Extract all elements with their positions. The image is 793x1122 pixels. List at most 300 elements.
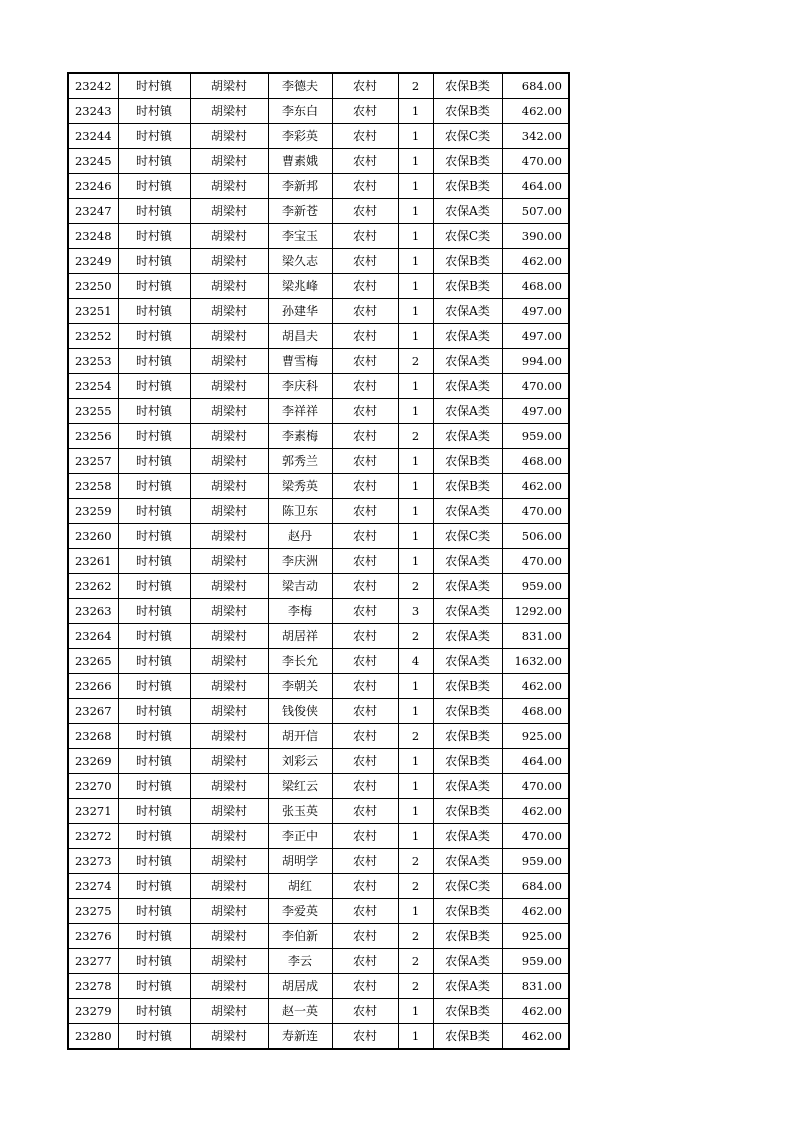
insurance-category-cell: 农保B类 <box>433 999 502 1024</box>
insurance-category-cell: 农保A类 <box>433 374 502 399</box>
name-cell: 李祥祥 <box>268 399 332 424</box>
serial-number-cell: 23251 <box>68 299 118 324</box>
town-cell: 时村镇 <box>118 974 190 999</box>
amount-cell: 462.00 <box>502 899 569 924</box>
insurance-category-cell: 农保A类 <box>433 199 502 224</box>
town-cell: 时村镇 <box>118 349 190 374</box>
amount-cell: 959.00 <box>502 949 569 974</box>
table-row <box>68 949 569 974</box>
serial-number-cell: 23274 <box>68 874 118 899</box>
name-cell: 梁久志 <box>268 249 332 274</box>
town-cell: 时村镇 <box>118 699 190 724</box>
name-cell: 李梅 <box>268 599 332 624</box>
name-cell: 梁秀英 <box>268 474 332 499</box>
town-cell: 时村镇 <box>118 799 190 824</box>
insurance-category-cell: 农保A类 <box>433 574 502 599</box>
amount-cell: 959.00 <box>502 424 569 449</box>
town-cell: 时村镇 <box>118 474 190 499</box>
area-type-cell: 农村 <box>332 1024 398 1050</box>
village-cell: 胡梁村 <box>190 974 268 999</box>
insurance-category-cell: 农保B类 <box>433 249 502 274</box>
household-count-cell: 1 <box>398 274 433 299</box>
insurance-category-cell: 农保A类 <box>433 649 502 674</box>
table-row <box>68 649 569 674</box>
amount-cell: 468.00 <box>502 699 569 724</box>
area-type-cell: 农村 <box>332 124 398 149</box>
village-cell: 胡梁村 <box>190 374 268 399</box>
household-count-cell: 2 <box>398 924 433 949</box>
name-cell: 胡居成 <box>268 974 332 999</box>
name-cell: 胡昌夫 <box>268 324 332 349</box>
village-cell: 胡梁村 <box>190 549 268 574</box>
town-cell: 时村镇 <box>118 224 190 249</box>
village-cell: 胡梁村 <box>190 499 268 524</box>
area-type-cell: 农村 <box>332 349 398 374</box>
town-cell: 时村镇 <box>118 899 190 924</box>
amount-cell: 470.00 <box>502 549 569 574</box>
household-count-cell: 1 <box>398 1024 433 1050</box>
table-row <box>68 199 569 224</box>
table-row <box>68 749 569 774</box>
insurance-category-cell: 农保A类 <box>433 624 502 649</box>
table-row <box>68 349 569 374</box>
amount-cell: 470.00 <box>502 374 569 399</box>
name-cell: 郭秀兰 <box>268 449 332 474</box>
table-row <box>68 274 569 299</box>
area-type-cell: 农村 <box>332 549 398 574</box>
name-cell: 李新邦 <box>268 174 332 199</box>
town-cell: 时村镇 <box>118 299 190 324</box>
table-row <box>68 249 569 274</box>
table-row <box>68 699 569 724</box>
table-row <box>68 174 569 199</box>
area-type-cell: 农村 <box>332 424 398 449</box>
serial-number-cell: 23247 <box>68 199 118 224</box>
name-cell: 孙建华 <box>268 299 332 324</box>
village-cell: 胡梁村 <box>190 624 268 649</box>
insurance-category-cell: 农保A类 <box>433 499 502 524</box>
name-cell: 李新苍 <box>268 199 332 224</box>
area-type-cell: 农村 <box>332 224 398 249</box>
town-cell: 时村镇 <box>118 124 190 149</box>
area-type-cell: 农村 <box>332 574 398 599</box>
village-cell: 胡梁村 <box>190 774 268 799</box>
name-cell: 李宝玉 <box>268 224 332 249</box>
table-row <box>68 549 569 574</box>
amount-cell: 468.00 <box>502 274 569 299</box>
insurance-category-cell: 农保B类 <box>433 749 502 774</box>
town-cell: 时村镇 <box>118 949 190 974</box>
area-type-cell: 农村 <box>332 299 398 324</box>
town-cell: 时村镇 <box>118 849 190 874</box>
insurance-category-cell: 农保A类 <box>433 774 502 799</box>
serial-number-cell: 23276 <box>68 924 118 949</box>
town-cell: 时村镇 <box>118 73 190 99</box>
table-row <box>68 924 569 949</box>
insurance-category-cell: 农保B类 <box>433 474 502 499</box>
area-type-cell: 农村 <box>332 199 398 224</box>
town-cell: 时村镇 <box>118 274 190 299</box>
town-cell: 时村镇 <box>118 574 190 599</box>
name-cell: 李朝关 <box>268 674 332 699</box>
area-type-cell: 农村 <box>332 799 398 824</box>
serial-number-cell: 23258 <box>68 474 118 499</box>
area-type-cell: 农村 <box>332 724 398 749</box>
insurance-category-cell: 农保A类 <box>433 549 502 574</box>
area-type-cell: 农村 <box>332 649 398 674</box>
town-cell: 时村镇 <box>118 599 190 624</box>
insurance-category-cell: 农保B类 <box>433 724 502 749</box>
table-row <box>68 424 569 449</box>
household-count-cell: 2 <box>398 349 433 374</box>
serial-number-cell: 23267 <box>68 699 118 724</box>
serial-number-cell: 23259 <box>68 499 118 524</box>
amount-cell: 994.00 <box>502 349 569 374</box>
household-count-cell: 2 <box>398 424 433 449</box>
table-row <box>68 224 569 249</box>
town-cell: 时村镇 <box>118 549 190 574</box>
area-type-cell: 农村 <box>332 849 398 874</box>
town-cell: 时村镇 <box>118 399 190 424</box>
town-cell: 时村镇 <box>118 824 190 849</box>
serial-number-cell: 23255 <box>68 399 118 424</box>
name-cell: 梁兆峰 <box>268 274 332 299</box>
household-count-cell: 1 <box>398 99 433 124</box>
amount-cell: 462.00 <box>502 674 569 699</box>
table-row <box>68 524 569 549</box>
village-cell: 胡梁村 <box>190 474 268 499</box>
serial-number-cell: 23279 <box>68 999 118 1024</box>
amount-cell: 831.00 <box>502 974 569 999</box>
insurance-category-cell: 农保C类 <box>433 874 502 899</box>
household-count-cell: 4 <box>398 649 433 674</box>
serial-number-cell: 23263 <box>68 599 118 624</box>
serial-number-cell: 23280 <box>68 1024 118 1050</box>
table-row <box>68 399 569 424</box>
town-cell: 时村镇 <box>118 499 190 524</box>
household-count-cell: 1 <box>398 774 433 799</box>
amount-cell: 462.00 <box>502 799 569 824</box>
name-cell: 曹雪梅 <box>268 349 332 374</box>
amount-cell: 470.00 <box>502 774 569 799</box>
amount-cell: 925.00 <box>502 924 569 949</box>
insurance-category-cell: 农保A类 <box>433 399 502 424</box>
area-type-cell: 农村 <box>332 599 398 624</box>
insurance-category-cell: 农保B类 <box>433 449 502 474</box>
serial-number-cell: 23246 <box>68 174 118 199</box>
table-row <box>68 1024 569 1050</box>
area-type-cell: 农村 <box>332 324 398 349</box>
amount-cell: 462.00 <box>502 999 569 1024</box>
serial-number-cell: 23262 <box>68 574 118 599</box>
name-cell: 赵一英 <box>268 999 332 1024</box>
amount-cell: 497.00 <box>502 399 569 424</box>
name-cell: 胡开信 <box>268 724 332 749</box>
name-cell: 胡红 <box>268 874 332 899</box>
name-cell: 李彩英 <box>268 124 332 149</box>
village-cell: 胡梁村 <box>190 299 268 324</box>
insurance-category-cell: 农保B类 <box>433 699 502 724</box>
area-type-cell: 农村 <box>332 624 398 649</box>
amount-cell: 497.00 <box>502 324 569 349</box>
village-cell: 胡梁村 <box>190 999 268 1024</box>
table-row <box>68 724 569 749</box>
village-cell: 胡梁村 <box>190 1024 268 1050</box>
serial-number-cell: 23250 <box>68 274 118 299</box>
household-count-cell: 2 <box>398 624 433 649</box>
serial-number-cell: 23268 <box>68 724 118 749</box>
serial-number-cell: 23256 <box>68 424 118 449</box>
household-count-cell: 1 <box>398 799 433 824</box>
table-row <box>68 299 569 324</box>
area-type-cell: 农村 <box>332 474 398 499</box>
name-cell: 李爱英 <box>268 899 332 924</box>
village-cell: 胡梁村 <box>190 749 268 774</box>
household-count-cell: 1 <box>398 199 433 224</box>
insurance-category-cell: 农保A类 <box>433 974 502 999</box>
village-cell: 胡梁村 <box>190 724 268 749</box>
amount-cell: 470.00 <box>502 499 569 524</box>
insurance-category-cell: 农保A类 <box>433 299 502 324</box>
area-type-cell: 农村 <box>332 749 398 774</box>
village-cell: 胡梁村 <box>190 899 268 924</box>
name-cell: 胡明学 <box>268 849 332 874</box>
insurance-category-cell: 农保B类 <box>433 924 502 949</box>
town-cell: 时村镇 <box>118 424 190 449</box>
area-type-cell: 农村 <box>332 924 398 949</box>
household-count-cell: 1 <box>398 999 433 1024</box>
household-count-cell: 1 <box>398 399 433 424</box>
village-cell: 胡梁村 <box>190 199 268 224</box>
serial-number-cell: 23273 <box>68 849 118 874</box>
town-cell: 时村镇 <box>118 649 190 674</box>
area-type-cell: 农村 <box>332 524 398 549</box>
table-row <box>68 374 569 399</box>
amount-cell: 462.00 <box>502 1024 569 1050</box>
household-count-cell: 1 <box>398 674 433 699</box>
table-row <box>68 73 569 99</box>
household-count-cell: 1 <box>398 549 433 574</box>
serial-number-cell: 23277 <box>68 949 118 974</box>
area-type-cell: 农村 <box>332 674 398 699</box>
town-cell: 时村镇 <box>118 749 190 774</box>
town-cell: 时村镇 <box>118 199 190 224</box>
town-cell: 时村镇 <box>118 724 190 749</box>
name-cell: 胡居祥 <box>268 624 332 649</box>
serial-number-cell: 23253 <box>68 349 118 374</box>
village-cell: 胡梁村 <box>190 349 268 374</box>
insurance-category-cell: 农保A类 <box>433 949 502 974</box>
data-table <box>67 72 570 1050</box>
village-cell: 胡梁村 <box>190 849 268 874</box>
amount-cell: 462.00 <box>502 249 569 274</box>
serial-number-cell: 23245 <box>68 149 118 174</box>
household-count-cell: 1 <box>398 249 433 274</box>
serial-number-cell: 23244 <box>68 124 118 149</box>
serial-number-cell: 23248 <box>68 224 118 249</box>
amount-cell: 470.00 <box>502 824 569 849</box>
name-cell: 李庆科 <box>268 374 332 399</box>
amount-cell: 464.00 <box>502 749 569 774</box>
village-cell: 胡梁村 <box>190 824 268 849</box>
village-cell: 胡梁村 <box>190 599 268 624</box>
town-cell: 时村镇 <box>118 174 190 199</box>
area-type-cell: 农村 <box>332 399 398 424</box>
insurance-category-cell: 农保A类 <box>433 349 502 374</box>
name-cell: 寿新连 <box>268 1024 332 1050</box>
serial-number-cell: 23249 <box>68 249 118 274</box>
town-cell: 时村镇 <box>118 249 190 274</box>
area-type-cell: 农村 <box>332 149 398 174</box>
town-cell: 时村镇 <box>118 524 190 549</box>
amount-cell: 497.00 <box>502 299 569 324</box>
area-type-cell: 农村 <box>332 949 398 974</box>
area-type-cell: 农村 <box>332 999 398 1024</box>
village-cell: 胡梁村 <box>190 949 268 974</box>
name-cell: 李正中 <box>268 824 332 849</box>
amount-cell: 684.00 <box>502 874 569 899</box>
name-cell: 李素梅 <box>268 424 332 449</box>
insurance-category-cell: 农保B类 <box>433 899 502 924</box>
serial-number-cell: 23269 <box>68 749 118 774</box>
amount-cell: 925.00 <box>502 724 569 749</box>
name-cell: 李伯新 <box>268 924 332 949</box>
town-cell: 时村镇 <box>118 149 190 174</box>
area-type-cell: 农村 <box>332 974 398 999</box>
area-type-cell: 农村 <box>332 874 398 899</box>
name-cell: 梁吉动 <box>268 574 332 599</box>
amount-cell: 468.00 <box>502 449 569 474</box>
name-cell: 刘彩云 <box>268 749 332 774</box>
area-type-cell: 农村 <box>332 699 398 724</box>
area-type-cell: 农村 <box>332 374 398 399</box>
table-row <box>68 99 569 124</box>
village-cell: 胡梁村 <box>190 874 268 899</box>
name-cell: 赵丹 <box>268 524 332 549</box>
insurance-category-cell: 农保C类 <box>433 524 502 549</box>
serial-number-cell: 23265 <box>68 649 118 674</box>
amount-cell: 1292.00 <box>502 599 569 624</box>
name-cell: 钱俊侠 <box>268 699 332 724</box>
household-count-cell: 1 <box>398 524 433 549</box>
table-row <box>68 849 569 874</box>
insurance-category-cell: 农保A类 <box>433 849 502 874</box>
village-cell: 胡梁村 <box>190 674 268 699</box>
village-cell: 胡梁村 <box>190 149 268 174</box>
amount-cell: 831.00 <box>502 624 569 649</box>
household-count-cell: 2 <box>398 874 433 899</box>
town-cell: 时村镇 <box>118 374 190 399</box>
village-cell: 胡梁村 <box>190 324 268 349</box>
name-cell: 李庆洲 <box>268 549 332 574</box>
area-type-cell: 农村 <box>332 449 398 474</box>
village-cell: 胡梁村 <box>190 924 268 949</box>
amount-cell: 462.00 <box>502 474 569 499</box>
name-cell: 李长允 <box>268 649 332 674</box>
name-cell: 李德夫 <box>268 73 332 99</box>
household-count-cell: 1 <box>398 149 433 174</box>
amount-cell: 464.00 <box>502 174 569 199</box>
insurance-category-cell: 农保C类 <box>433 224 502 249</box>
table-row <box>68 599 569 624</box>
household-count-cell: 1 <box>398 499 433 524</box>
household-count-cell: 2 <box>398 849 433 874</box>
area-type-cell: 农村 <box>332 499 398 524</box>
village-cell: 胡梁村 <box>190 424 268 449</box>
area-type-cell: 农村 <box>332 174 398 199</box>
insurance-category-cell: 农保A类 <box>433 324 502 349</box>
name-cell: 李云 <box>268 949 332 974</box>
serial-number-cell: 23272 <box>68 824 118 849</box>
table-body <box>68 73 569 1049</box>
village-cell: 胡梁村 <box>190 124 268 149</box>
village-cell: 胡梁村 <box>190 174 268 199</box>
area-type-cell: 农村 <box>332 774 398 799</box>
insurance-category-cell: 农保C类 <box>433 124 502 149</box>
insurance-category-cell: 农保A类 <box>433 824 502 849</box>
serial-number-cell: 23254 <box>68 374 118 399</box>
household-count-cell: 1 <box>398 449 433 474</box>
household-count-cell: 2 <box>398 974 433 999</box>
serial-number-cell: 23252 <box>68 324 118 349</box>
insurance-category-cell: 农保B类 <box>433 1024 502 1050</box>
household-count-cell: 3 <box>398 599 433 624</box>
village-cell: 胡梁村 <box>190 649 268 674</box>
serial-number-cell: 23261 <box>68 549 118 574</box>
area-type-cell: 农村 <box>332 899 398 924</box>
household-count-cell: 1 <box>398 474 433 499</box>
town-cell: 时村镇 <box>118 99 190 124</box>
insurance-category-cell: 农保A类 <box>433 599 502 624</box>
area-type-cell: 农村 <box>332 274 398 299</box>
village-cell: 胡梁村 <box>190 399 268 424</box>
name-cell: 梁红云 <box>268 774 332 799</box>
amount-cell: 959.00 <box>502 574 569 599</box>
serial-number-cell: 23264 <box>68 624 118 649</box>
table-row <box>68 499 569 524</box>
table-row <box>68 474 569 499</box>
amount-cell: 507.00 <box>502 199 569 224</box>
name-cell: 曹素娥 <box>268 149 332 174</box>
town-cell: 时村镇 <box>118 774 190 799</box>
table-row <box>68 874 569 899</box>
town-cell: 时村镇 <box>118 874 190 899</box>
household-count-cell: 1 <box>398 824 433 849</box>
serial-number-cell: 23278 <box>68 974 118 999</box>
village-cell: 胡梁村 <box>190 224 268 249</box>
table-row <box>68 624 569 649</box>
area-type-cell: 农村 <box>332 824 398 849</box>
household-count-cell: 1 <box>398 124 433 149</box>
table-row <box>68 774 569 799</box>
village-cell: 胡梁村 <box>190 73 268 99</box>
serial-number-cell: 23270 <box>68 774 118 799</box>
amount-cell: 1632.00 <box>502 649 569 674</box>
table-row <box>68 674 569 699</box>
village-cell: 胡梁村 <box>190 274 268 299</box>
table-row <box>68 449 569 474</box>
town-cell: 时村镇 <box>118 924 190 949</box>
table-row <box>68 149 569 174</box>
insurance-category-cell: 农保B类 <box>433 73 502 99</box>
town-cell: 时村镇 <box>118 674 190 699</box>
name-cell: 李东白 <box>268 99 332 124</box>
household-count-cell: 1 <box>398 749 433 774</box>
amount-cell: 462.00 <box>502 99 569 124</box>
table-row <box>68 999 569 1024</box>
insurance-category-cell: 农保B类 <box>433 799 502 824</box>
town-cell: 时村镇 <box>118 1024 190 1050</box>
